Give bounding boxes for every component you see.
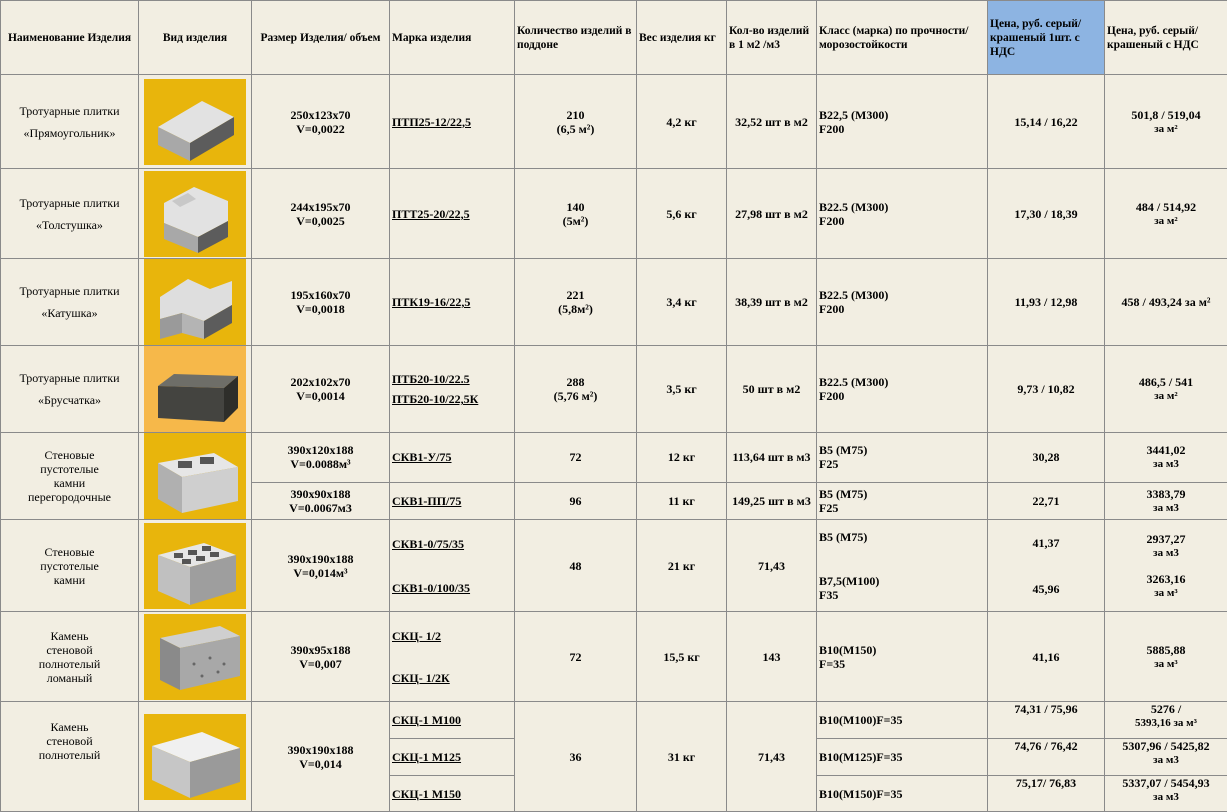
class-cell: [817, 739, 988, 776]
solid-wall-block-icon: [144, 714, 246, 800]
price-unit-cell: [988, 259, 1105, 346]
cell-line: 5276 /: [1107, 702, 1225, 716]
table-row: [1, 433, 1227, 483]
cell-line: за м²: [1107, 389, 1225, 403]
count-cell: [727, 612, 817, 702]
cell-line: (5м²): [517, 214, 634, 228]
qty-cell: [515, 612, 637, 702]
cell-line: В22.5 (М300): [819, 288, 985, 302]
price-unit-cell: [988, 739, 1105, 776]
cell-text: 48: [570, 559, 582, 573]
cell-line: «Катушка»: [3, 306, 136, 320]
cell-line: В7,5(М100): [819, 574, 985, 588]
weight-cell: [637, 612, 727, 702]
mark-cell: [390, 739, 515, 776]
price-m-cell: [1105, 739, 1227, 776]
price-m-cell: [1105, 433, 1227, 483]
size-cell: [252, 702, 390, 812]
cell-text: 11 кг: [668, 494, 695, 508]
product-mark-link[interactable]: СКВ1-У/75: [392, 450, 512, 464]
table-row: [1, 169, 1227, 259]
cell-line: В10(М150): [819, 643, 985, 657]
cell-line: F200: [819, 214, 985, 228]
product-image-cell: [139, 612, 252, 702]
cell-line: 458 / 493,24 за м²: [1107, 295, 1225, 309]
cell-line: V=0,007: [254, 657, 387, 671]
cell-line: 45,96: [990, 582, 1102, 596]
table-row: [1, 702, 1227, 739]
cell-line: F200: [819, 389, 985, 403]
cell-text: 27,98 шт в м2: [735, 207, 808, 221]
weight-cell: [637, 433, 727, 483]
product-image-cell: [139, 259, 252, 346]
product-name-cell: [1, 520, 139, 612]
header-row: [1, 1, 1227, 75]
cell-line: за м³: [1107, 657, 1225, 671]
cell-line: перегородочные: [3, 490, 136, 504]
weight-cell: [637, 75, 727, 169]
weight-cell: [637, 169, 727, 259]
product-name-cell: [1, 612, 139, 702]
size-cell: [252, 433, 390, 483]
price-unit-cell: [988, 346, 1105, 433]
header-size: Размер Изделия/ объем: [252, 1, 390, 75]
cell-line: Тротуарные плитки: [3, 371, 136, 385]
cell-line: В5 (М75): [819, 487, 985, 501]
cell-text: 4,2 кг: [666, 115, 696, 129]
cell-text: В10(М125)F=35: [819, 750, 903, 764]
cell-text: 71,43: [758, 750, 785, 764]
cell-line: V=0,014м³: [254, 566, 387, 580]
class-cell: [817, 776, 988, 812]
cell-line: «Брусчатка»: [3, 393, 136, 407]
product-mark-link[interactable]: СКЦ-1 М150: [392, 787, 512, 801]
cell-line: за м³: [1107, 586, 1225, 600]
product-mark-link[interactable]: СКЦ-1 М100: [392, 713, 512, 727]
cell-line: пустотелые: [3, 462, 136, 476]
price-m-cell: [1105, 612, 1227, 702]
hollow-wall-block-icon: [144, 523, 246, 609]
mark-cell: [390, 482, 515, 519]
class-cell: [817, 75, 988, 169]
price-unit-cell: [988, 612, 1105, 702]
cell-line: 210: [517, 108, 634, 122]
cell-line: за м3: [1107, 457, 1225, 471]
product-name-cell: [1, 702, 139, 812]
qty-cell: [515, 482, 637, 519]
cell-line: V=0.0067м3: [254, 501, 387, 515]
cell-line: камни: [3, 573, 136, 587]
size-cell: [252, 520, 390, 612]
cell-line: V=0,0022: [254, 122, 387, 136]
cell-text: 74,76 / 76,42: [1014, 739, 1077, 753]
cell-line: В5 (М75): [819, 443, 985, 457]
cell-text: 72: [570, 650, 582, 664]
qty-cell: [515, 169, 637, 259]
cell-line: полнотелый: [3, 657, 136, 671]
cell-text: 15,14 / 16,22: [1014, 115, 1077, 129]
cell-text: В10(М150)F=35: [819, 787, 903, 801]
cell-text: 32,52 шт в м2: [735, 115, 808, 129]
price-m-cell: [1105, 776, 1227, 812]
price-m-cell: [1105, 259, 1227, 346]
mark-cell: [390, 520, 515, 612]
mark-cell: [390, 259, 515, 346]
count-cell: [727, 259, 817, 346]
qty-cell: [515, 520, 637, 612]
table-row: [1, 612, 1227, 702]
product-name-cell: [1, 433, 139, 520]
count-cell: [727, 346, 817, 433]
qty-cell: [515, 433, 637, 483]
cell-line: 486,5 / 541: [1107, 375, 1225, 389]
cell-text: 30,28: [1033, 450, 1060, 464]
table-row: [1, 346, 1227, 433]
product-mark-link[interactable]: СКВ1-0/100/35: [392, 581, 512, 595]
product-name-cell: [1, 346, 139, 433]
price-m-cell: [1105, 482, 1227, 519]
product-name-cell: [1, 259, 139, 346]
header-view: Вид изделия: [139, 1, 252, 75]
weight-cell: [637, 259, 727, 346]
cell-line: 5337,07 / 5454,93: [1107, 776, 1225, 790]
cell-text: 11,93 / 12,98: [1015, 295, 1078, 309]
size-cell: [252, 482, 390, 519]
cell-line: 484 / 514,92: [1107, 200, 1225, 214]
cell-line: 501,8 / 519,04: [1107, 108, 1225, 122]
price-m-cell: [1105, 520, 1227, 612]
price-unit-cell: [988, 520, 1105, 612]
cell-text: 149,25 шт в м3: [732, 494, 811, 508]
qty-cell: [515, 75, 637, 169]
price-unit-cell: [988, 776, 1105, 812]
mark-cell: [390, 702, 515, 739]
cell-line: В5 (М75): [819, 530, 985, 544]
count-cell: [727, 75, 817, 169]
cell-line: F200: [819, 122, 985, 136]
cell-text: 12 кг: [668, 450, 695, 464]
header-name: Наименование Изделия: [1, 1, 139, 75]
cell-text: 3,4 кг: [666, 295, 696, 309]
cell-line: F200: [819, 302, 985, 316]
product-mark-link[interactable]: ПТК19-16/22,5: [392, 295, 512, 309]
mark-cell: [390, 169, 515, 259]
size-cell: [252, 259, 390, 346]
cell-text: 143: [763, 650, 781, 664]
qty-cell: [515, 702, 637, 812]
price-unit-cell: [988, 433, 1105, 483]
cell-line: 41,37: [990, 536, 1102, 550]
count-cell: [727, 433, 817, 483]
cell-line: за м3: [1107, 753, 1225, 767]
cell-text: 31 кг: [668, 750, 695, 764]
cell-line: стеновой: [3, 734, 136, 748]
cell-text: 41,16: [1033, 650, 1060, 664]
cell-line: 3263,16: [1107, 572, 1225, 586]
price-m-cell: [1105, 169, 1227, 259]
cell-line: (5,8м²): [517, 302, 634, 316]
mark-cell: [390, 776, 515, 812]
cell-line: 3441,02: [1107, 443, 1225, 457]
cell-line: V=0,0025: [254, 214, 387, 228]
cell-line: Стеновые: [3, 448, 136, 462]
count-cell: [727, 482, 817, 519]
count-cell: [727, 702, 817, 812]
cell-text: 36: [570, 750, 582, 764]
bruschatka-paver-icon: [144, 346, 246, 432]
product-mark-link[interactable]: ПТП25-12/22,5: [392, 115, 512, 129]
cell-text: 9,73 / 10,82: [1017, 382, 1074, 396]
cell-text: 17,30 / 18,39: [1014, 207, 1077, 221]
cell-line: Тротуарные плитки: [3, 284, 136, 298]
size-cell: [252, 612, 390, 702]
header-price-unit: Цена, руб. серый/ крашеный 1шт. с НДС: [988, 1, 1105, 75]
cell-line: 390x190x188: [254, 552, 387, 566]
product-mark-link[interactable]: ПТБ20-10/22,5К: [392, 392, 512, 406]
product-mark-link[interactable]: ПТТ25-20/22,5: [392, 207, 512, 221]
header-mark: Марка изделия: [390, 1, 515, 75]
cell-line: 390x120x188: [254, 443, 387, 457]
table-row: [1, 520, 1227, 612]
broken-solid-block-icon: [144, 614, 246, 700]
cell-line: 288: [517, 375, 634, 389]
price-m-cell: [1105, 702, 1227, 739]
cell-line: 195x160x70: [254, 288, 387, 302]
price-unit-cell: [988, 75, 1105, 169]
cell-line: за м3: [1107, 790, 1225, 804]
cell-line: V=0,014: [254, 757, 387, 771]
katushka-paver-icon: [144, 259, 246, 345]
cell-text: 15,5 кг: [663, 650, 699, 664]
cell-line: 3383,79: [1107, 487, 1225, 501]
cell-line: 140: [517, 200, 634, 214]
cell-text: 74,31 / 75,96: [1014, 702, 1077, 716]
cell-line: камни: [3, 476, 136, 490]
cell-line: 2937,27: [1107, 532, 1225, 546]
product-image-cell: [139, 75, 252, 169]
cell-line: F35: [819, 588, 985, 602]
mark-cell: [390, 346, 515, 433]
cell-text: 96: [570, 494, 582, 508]
cell-line: 250x123x70: [254, 108, 387, 122]
cell-line: Камень: [3, 720, 136, 734]
cell-line: В22.5 (М300): [819, 200, 985, 214]
mark-cell: [390, 75, 515, 169]
cell-line: F=35: [819, 657, 985, 671]
cell-line: 390x95x188: [254, 643, 387, 657]
class-cell: [817, 346, 988, 433]
class-cell: [817, 520, 988, 612]
cell-line: 5393,16 за м³: [1107, 716, 1225, 730]
size-cell: [252, 75, 390, 169]
size-cell: [252, 169, 390, 259]
class-cell: [817, 702, 988, 739]
product-mark-link[interactable]: СКЦ- 1/2: [392, 629, 512, 643]
qty-cell: [515, 259, 637, 346]
header-count: Кол-во изделий в 1 м2 /м3: [727, 1, 817, 75]
cell-line: V=0,0014: [254, 389, 387, 403]
product-mark-link[interactable]: СКВ1-0/75/35: [392, 537, 512, 551]
product-image-cell: [139, 702, 252, 812]
cell-text: 75,17/ 76,83: [1016, 776, 1076, 790]
cell-line: Камень: [3, 629, 136, 643]
class-cell: [817, 612, 988, 702]
class-cell: [817, 482, 988, 519]
cell-line: 5307,96 / 5425,82: [1107, 739, 1225, 753]
price-unit-cell: [988, 169, 1105, 259]
class-cell: [817, 433, 988, 483]
count-cell: [727, 520, 817, 612]
table-row: [1, 259, 1227, 346]
cell-text: 50 шт в м2: [743, 382, 801, 396]
cell-line: В22,5 (М300): [819, 108, 985, 122]
product-mark-link[interactable]: СКЦ-1 М125: [392, 750, 512, 764]
cell-line: за м3: [1107, 546, 1225, 560]
weight-cell: [637, 520, 727, 612]
cell-text: 22,71: [1033, 494, 1060, 508]
cell-text: 72: [570, 450, 582, 464]
cell-text: 3,5 кг: [666, 382, 696, 396]
product-image-cell: [139, 169, 252, 259]
cell-line: «Прямоугольник»: [3, 126, 136, 140]
cell-line: V=0,0018: [254, 302, 387, 316]
cell-line: «Толстушка»: [3, 218, 136, 232]
cell-line: V=0.0088м³: [254, 457, 387, 471]
size-cell: [252, 346, 390, 433]
product-mark-link[interactable]: СКЦ- 1/2К: [392, 671, 512, 685]
qty-cell: [515, 346, 637, 433]
cell-line: 390x190x188: [254, 743, 387, 757]
table-row: [1, 75, 1227, 169]
header-price-m: Цена, руб. серый/ крашеный с НДС: [1105, 1, 1227, 75]
weight-cell: [637, 346, 727, 433]
product-mark-link[interactable]: ПТБ20-10/22.5: [392, 372, 512, 386]
product-mark-link[interactable]: СКВ1-ПП/75: [392, 494, 512, 508]
cell-line: за м²: [1107, 122, 1225, 136]
cell-line: за м²: [1107, 214, 1225, 228]
header-qty: Количество изделий в поддоне: [515, 1, 637, 75]
price-unit-cell: [988, 702, 1105, 739]
rectangular-paver-icon: [144, 79, 246, 165]
cell-text: 113,64 шт в м3: [732, 450, 810, 464]
price-unit-cell: [988, 482, 1105, 519]
cell-line: Стеновые: [3, 545, 136, 559]
class-cell: [817, 259, 988, 346]
cell-text: 38,39 шт в м2: [735, 295, 808, 309]
product-name-cell: [1, 169, 139, 259]
cell-line: (5,76 м²): [517, 389, 634, 403]
cell-text: 5,6 кг: [666, 207, 696, 221]
mark-cell: [390, 433, 515, 483]
cell-line: за м3: [1107, 501, 1225, 515]
cell-line: 202x102x70: [254, 375, 387, 389]
weight-cell: [637, 482, 727, 519]
hollow-partition-block-icon: [144, 433, 246, 519]
cell-line: ломаный: [3, 671, 136, 685]
cell-line: 390x90x188: [254, 487, 387, 501]
cell-line: Тротуарные плитки: [3, 104, 136, 118]
cell-text: В10(М100)F=35: [819, 713, 903, 727]
count-cell: [727, 169, 817, 259]
price-m-cell: [1105, 346, 1227, 433]
cell-line: 221: [517, 288, 634, 302]
class-cell: [817, 169, 988, 259]
tolstushka-paver-icon: [144, 171, 246, 257]
cell-line: 244x195x70: [254, 200, 387, 214]
cell-text: 71,43: [758, 559, 785, 573]
cell-line: (6,5 м²): [517, 122, 634, 136]
cell-line: В22.5 (М300): [819, 375, 985, 389]
cell-line: Тротуарные плитки: [3, 196, 136, 210]
cell-line: пустотелые: [3, 559, 136, 573]
cell-line: F25: [819, 457, 985, 471]
mark-cell: [390, 612, 515, 702]
product-image-cell: [139, 433, 252, 520]
product-image-cell: [139, 520, 252, 612]
price-m-cell: [1105, 75, 1227, 169]
header-class: Класс (марка) по прочности/ морозостойкости: [817, 1, 988, 75]
cell-line: F25: [819, 501, 985, 515]
header-weight: Вес изделия кг: [637, 1, 727, 75]
cell-line: стеновой: [3, 643, 136, 657]
weight-cell: [637, 702, 727, 812]
cell-line: полнотелый: [3, 748, 136, 762]
product-image-cell: [139, 346, 252, 433]
cell-text: 21 кг: [668, 559, 695, 573]
cell-line: 5885,88: [1107, 643, 1225, 657]
product-name-cell: [1, 75, 139, 169]
